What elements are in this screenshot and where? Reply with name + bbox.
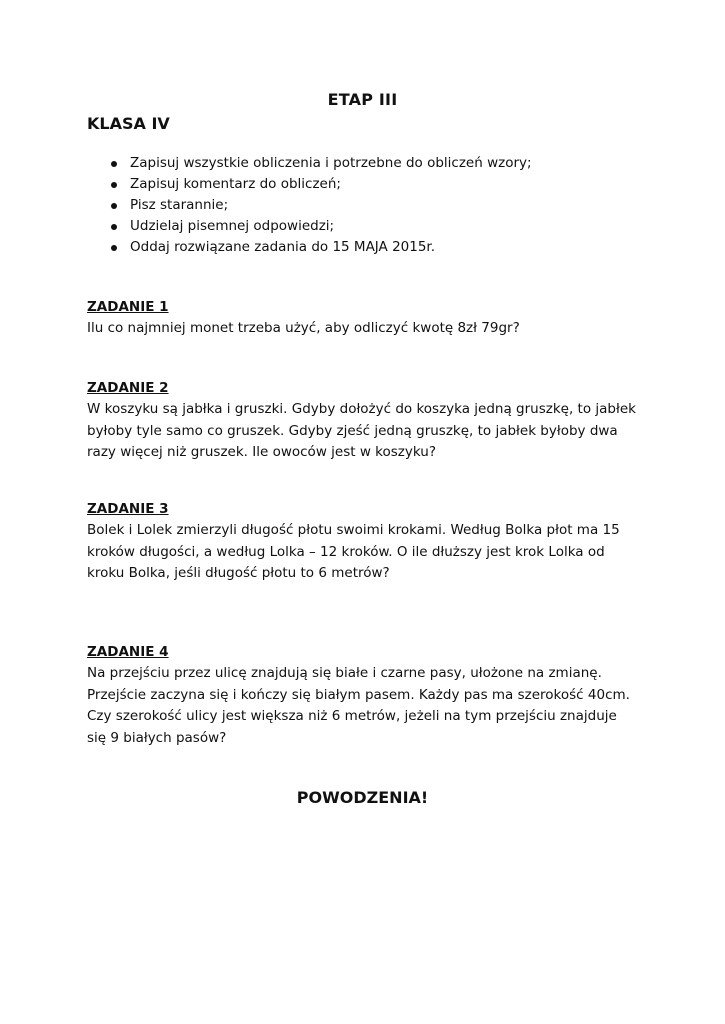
instruction-text: Zapisuj komentarz do obliczeń;	[130, 176, 341, 192]
task-text-line: kroków długości, a według Lolka – 12 kroków. O ile dłuższy jest krok Lolka od	[87, 543, 605, 560]
task-text-line: Na przejściu przez ulicę znajdują się białe i czarne pasy, ułożone na zmianę.	[87, 665, 602, 681]
instruction-text: Udzielaj pisemnej odpowiedzi;	[130, 218, 335, 234]
task-heading: ZADANIE 1	[87, 299, 169, 315]
bullet-icon	[111, 161, 117, 167]
class-title: KLASA IV	[87, 114, 170, 133]
instruction-item	[108, 153, 532, 174]
task-heading: ZADANIE 3	[87, 501, 169, 517]
closing-message: POWODZENIA!	[296, 788, 429, 807]
task-text-line: Bolek i Lolek zmierzyli długość płotu swoimi krokami. Według Bolka płot ma 15	[87, 522, 620, 538]
instruction-text: Pisz starannie;	[130, 197, 229, 213]
instructions-list	[108, 153, 532, 258]
task-text-line: Przejście zaczyna się i kończy się białym pasem. Każdy pas ma szerokość 40cm.	[87, 686, 630, 703]
bullet-icon	[111, 182, 117, 188]
task-text-line: W koszyku są jabłka i gruszki. Gdyby dołożyć do koszyka jedną gruszkę, to jabłek	[87, 401, 636, 417]
task-text-line: razy więcej niż gruszek. Ile owoców jest w koszyku?	[87, 444, 436, 460]
instruction-item	[108, 237, 532, 258]
task-heading: ZADANIE 4	[87, 644, 169, 660]
instruction-text: Zapisuj wszystkie obliczenia i potrzebne do obliczeń wzory;	[130, 155, 532, 171]
bullet-icon	[111, 203, 117, 209]
stage-title: ETAP III	[327, 90, 398, 109]
instruction-item	[108, 195, 532, 216]
instruction-item	[108, 216, 532, 237]
instruction-item	[108, 174, 532, 195]
task-text-line: kroku Bolka, jeśli długość płotu to 6 metrów?	[87, 565, 390, 581]
task-3	[87, 499, 647, 585]
task-heading: ZADANIE 2	[87, 380, 169, 396]
task-4	[87, 642, 647, 749]
task-text-line: Ilu co najmniej monet trzeba użyć, aby odliczyć kwotę 8zł 79gr?	[87, 320, 520, 336]
instruction-text: Oddaj rozwiązane zadania do 15 MAJA 2015r.	[130, 239, 436, 255]
bullet-icon	[111, 245, 117, 251]
task-1	[87, 297, 647, 340]
bullet-icon	[111, 224, 117, 230]
task-text-line: byłoby tyle samo co gruszek. Gdyby zjeść jedną gruszkę, to jabłek byłoby dwa	[87, 422, 618, 439]
task-2	[87, 378, 647, 464]
task-text-line: Czy szerokość ulicy jest większa niż 6 metrów, jeżeli na tym przejściu znajduje	[87, 708, 617, 724]
task-text-line: się 9 białych pasów?	[87, 729, 227, 746]
